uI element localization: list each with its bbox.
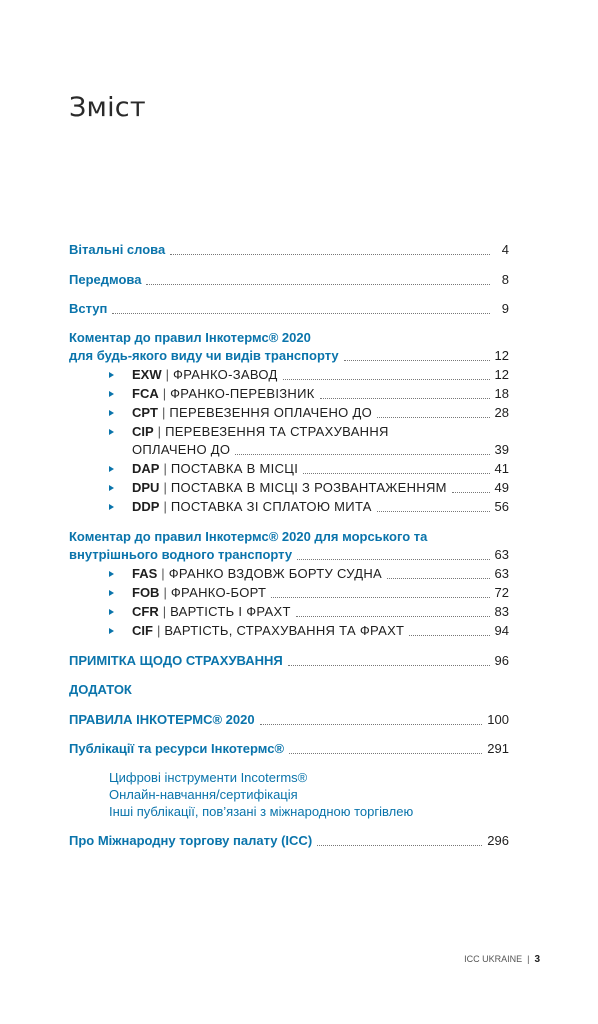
rule-name: ПЕРЕВЕЗЕННЯ ТА СТРАХУВАННЯ xyxy=(165,424,389,439)
footer-separator: | xyxy=(527,954,530,964)
separator: | xyxy=(161,566,165,581)
separator: | xyxy=(162,386,167,401)
toc-entry-peredmova[interactable] xyxy=(69,270,509,290)
toc-entry-title: Публікації та ресурси Інкотермс® xyxy=(69,741,285,756)
dot-leader xyxy=(289,752,482,754)
toc-page-number: 72 xyxy=(494,585,509,600)
dot-leader xyxy=(288,664,490,666)
publication-item[interactable]: Інші публікації, пов’язані з міжнародною торгівлею xyxy=(109,804,414,819)
rule-name: ПЕРЕВЕЗЕННЯ ОПЛАЧЕНО ДО xyxy=(169,405,373,420)
separator: | xyxy=(165,367,170,382)
toc-page-number: 18 xyxy=(494,386,509,401)
rule-code: DAP xyxy=(132,461,160,476)
separator: | xyxy=(156,623,161,638)
toc-subentry-ddp[interactable] xyxy=(109,497,509,517)
separator: | xyxy=(162,604,167,619)
triangle-bullet-icon xyxy=(109,590,114,596)
rule-name: ФРАНКО-ЗАВОД xyxy=(173,367,278,382)
toc-page-number: 12 xyxy=(494,348,509,363)
rule-code: FAS xyxy=(132,566,158,581)
rule-name: ОПЛАЧЕНО ДО xyxy=(132,442,231,457)
triangle-bullet-icon xyxy=(109,391,114,397)
toc-entry-vstup[interactable] xyxy=(69,299,509,319)
toc-page-number: 63 xyxy=(494,566,509,581)
dot-leader xyxy=(377,416,490,418)
toc-entry-prymitka[interactable] xyxy=(69,651,509,671)
toc-subentry-fca[interactable] xyxy=(109,384,509,404)
dot-leader xyxy=(271,596,489,598)
dot-leader xyxy=(170,253,490,255)
toc-entry-komentar1-line1[interactable]: Коментар до правил Інкотермс® 2020 xyxy=(69,330,311,345)
toc-page-number: 83 xyxy=(494,604,509,619)
toc-page-number: 56 xyxy=(494,499,509,514)
toc-page-number: 296 xyxy=(487,833,509,848)
dot-leader xyxy=(320,397,490,399)
toc-subentry-dap[interactable] xyxy=(109,459,509,479)
toc-page-number: 100 xyxy=(487,712,509,727)
separator: | xyxy=(157,424,162,439)
toc-page-number: 291 xyxy=(487,741,509,756)
toc-page-number: 12 xyxy=(494,367,509,382)
toc-entry-publikatsii[interactable] xyxy=(69,739,509,759)
dot-leader xyxy=(235,453,489,455)
toc-entry-title: внутрішнього водного транспорту xyxy=(69,547,293,562)
triangle-bullet-icon xyxy=(109,372,114,378)
rule-code: DDP xyxy=(132,499,160,514)
separator: | xyxy=(163,480,167,495)
toc-entry-komentar2-line1[interactable]: Коментар до правил Інкотермс® 2020 для морського та xyxy=(69,529,428,544)
toc-entry-dodatok[interactable]: ДОДАТОК xyxy=(69,682,132,697)
rule-code: CIF xyxy=(132,623,153,638)
toc-entry-title: для будь-якого виду чи видів транспорту xyxy=(69,348,339,363)
dot-leader xyxy=(112,312,490,314)
dot-leader xyxy=(146,283,490,285)
toc-entry-pravyla[interactable] xyxy=(69,710,509,730)
toc-subentry-fob[interactable] xyxy=(109,583,509,603)
triangle-bullet-icon xyxy=(109,571,114,577)
toc-subentry-dpu[interactable] xyxy=(109,478,509,498)
toc-page-number: 63 xyxy=(494,547,509,562)
dot-leader xyxy=(317,844,482,846)
triangle-bullet-icon xyxy=(109,628,114,634)
toc-subentry-cip-line1[interactable] xyxy=(109,422,509,442)
rule-name: ФРАНКО-БОРТ xyxy=(170,585,267,600)
toc-subentry-cpt[interactable] xyxy=(109,403,509,423)
dot-leader xyxy=(296,615,490,617)
toc-entry-icc[interactable] xyxy=(69,831,509,851)
publication-item[interactable]: Цифрові інструменти Incoterms® xyxy=(109,770,308,785)
toc-page-number: 9 xyxy=(501,301,509,316)
separator: | xyxy=(163,585,167,600)
toc-page-number: 28 xyxy=(494,405,509,420)
toc-subentry-cip[interactable] xyxy=(132,440,509,460)
footer-label: ICC UKRAINE xyxy=(464,954,523,964)
dot-leader xyxy=(283,378,490,380)
toc-page-number: 41 xyxy=(494,461,509,476)
dot-leader xyxy=(387,577,490,579)
rule-name: ФРАНКО-ПЕРЕВІЗНИК xyxy=(170,386,315,401)
rule-code: EXW xyxy=(132,367,162,382)
page-title: Зміст xyxy=(69,92,146,123)
toc-page-number: 49 xyxy=(494,480,509,495)
footer-page-number: 3 xyxy=(534,953,540,965)
triangle-bullet-icon xyxy=(109,410,114,416)
toc-entry-title: Передмова xyxy=(69,272,142,287)
rule-code: CIP xyxy=(132,424,154,439)
toc-entry-title: Про Міжнародну торгову палату (ICC) xyxy=(69,833,313,848)
toc-subentry-cfr[interactable] xyxy=(109,602,509,622)
rule-name: ФРАНКО ВЗДОВЖ БОРТУ СУДНА xyxy=(168,566,382,581)
toc-entry-vitalni[interactable] xyxy=(69,240,509,260)
toc-entry-title: ПРИМІТКА ЩОДО СТРАХУВАННЯ xyxy=(69,653,283,668)
rule-name: ПОСТАВКА ЗІ СПЛАТОЮ МИТА xyxy=(170,499,372,514)
rule-name: ПОСТАВКА В МІСЦІ xyxy=(170,461,299,476)
rule-code: DPU xyxy=(132,480,160,495)
triangle-bullet-icon xyxy=(109,485,114,491)
dot-leader xyxy=(377,510,490,512)
dot-leader xyxy=(452,491,490,493)
rule-code: CPT xyxy=(132,405,158,420)
toc-page-number: 4 xyxy=(501,242,509,257)
toc-entry-title: ПРАВИЛА ІНКОТЕРМС® 2020 xyxy=(69,712,255,727)
toc-page-number: 96 xyxy=(494,653,509,668)
triangle-bullet-icon xyxy=(109,429,114,435)
separator: | xyxy=(162,405,166,420)
toc-entry-komentar1[interactable] xyxy=(69,346,509,366)
rule-code: FCA xyxy=(132,386,159,401)
toc-entry-title: Вступ xyxy=(69,301,108,316)
triangle-bullet-icon xyxy=(109,466,114,472)
dot-leader xyxy=(303,472,489,474)
publication-item[interactable]: Онлайн-навчання/сертифікація xyxy=(109,787,298,802)
separator: | xyxy=(163,499,167,514)
toc-page-number: 39 xyxy=(494,442,509,457)
dot-leader xyxy=(409,634,489,636)
toc-subentry-cif[interactable] xyxy=(109,621,509,641)
toc-page-number: 94 xyxy=(494,623,509,638)
triangle-bullet-icon xyxy=(109,609,114,615)
triangle-bullet-icon xyxy=(109,504,114,510)
rule-name: ПОСТАВКА В МІСЦІ З РОЗВАНТАЖЕННЯМ xyxy=(170,480,447,495)
separator: | xyxy=(163,461,167,476)
dot-leader xyxy=(260,723,483,725)
toc-page-number: 8 xyxy=(501,272,509,287)
toc-entry-title: Вітальні слова xyxy=(69,242,166,257)
rule-code: FOB xyxy=(132,585,160,600)
toc-subentry-fas[interactable] xyxy=(109,564,509,584)
page-footer xyxy=(430,952,540,966)
rule-name: ВАРТІСТЬ І ФРАХТ xyxy=(170,604,291,619)
toc-subentry-exw[interactable] xyxy=(109,365,509,385)
toc-entry-komentar2[interactable] xyxy=(69,545,509,565)
rule-code: CFR xyxy=(132,604,159,619)
dot-leader xyxy=(297,558,489,560)
dot-leader xyxy=(344,359,490,361)
rule-name: ВАРТІСТЬ, СТРАХУВАННЯ ТА ФРАХТ xyxy=(164,623,405,638)
